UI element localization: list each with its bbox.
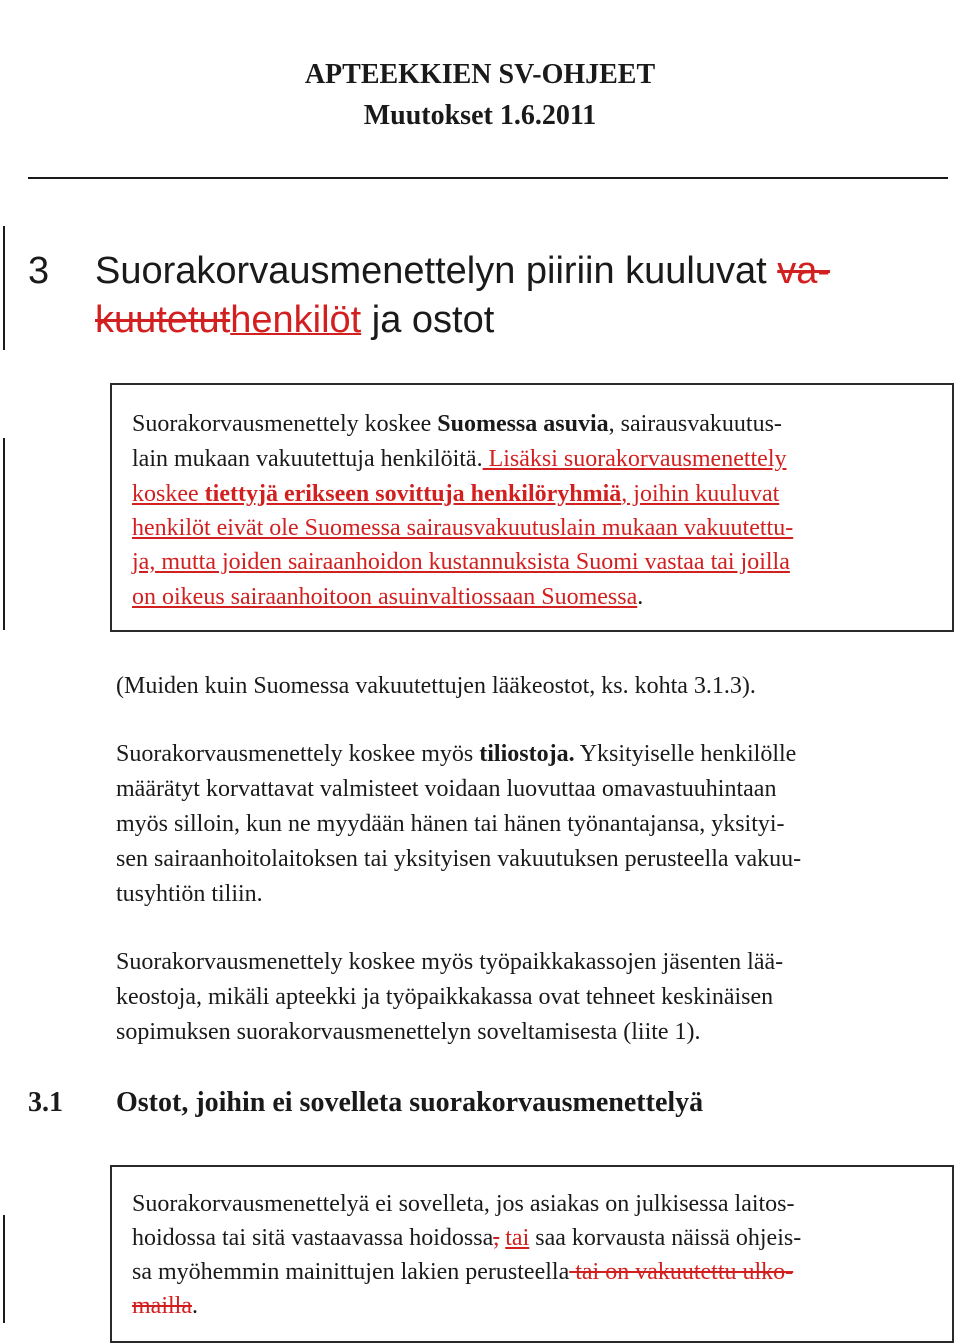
change-box-2 <box>110 1165 954 1343</box>
paragraph-line: koskee tiettyjä erikseen sovittuja henkilöryhmiä, joihin kuuluvat <box>132 481 780 507</box>
paragraph-line: sa myöhemmin mainittujen lakien perusteella tai on vakuutettu ulko- <box>132 1259 794 1285</box>
paragraph-line: Suorakorvausmenettely koskee myös työpaikkakassojen jäsenten lää- <box>116 949 784 975</box>
paragraph-line: Suorakorvausmenettely koskee Suomessa asuvia, sairausvakuutus- <box>132 411 782 437</box>
change-bar <box>3 438 5 630</box>
paragraph-line: määrätyt korvattavat valmisteet voidaan luovuttaa omavastuuhintaan <box>116 776 777 802</box>
heading-text: Suorakorvausmenettelyn piiriin kuuluvat <box>95 250 767 292</box>
document-subtitle: Muutokset 1.6.2011 <box>363 100 597 131</box>
paragraph-line: tusyhtiön tiliin. <box>116 881 263 907</box>
paragraph-line: sen sairaanhoitolaitoksen tai yksityisen vakuutuksen perusteella vakuu- <box>116 846 802 872</box>
subsection-number: 3.1 <box>28 1087 63 1118</box>
section-number: 3 <box>28 250 50 292</box>
section-heading-line1 <box>95 247 830 295</box>
inserted-text: henkilöt <box>230 299 362 341</box>
paragraph-line: lain mukaan vakuutettuja henkilöitä. Lisäksi suorakorvausmenettely <box>132 446 787 472</box>
deleted-text: va- <box>777 250 831 292</box>
paragraph-line: henkilöt eivät ole Suomessa sairausvakuutuslain mukaan vakuutettu- <box>132 515 794 541</box>
paragraph-line: sopimuksen suorakorvausmenettelyn soveltamisesta (liite 1). <box>116 1019 701 1045</box>
heading-text: ja ostot <box>371 299 495 341</box>
paragraph-note: (Muiden kuin Suomessa vakuutettujen lääkeostot, ks. kohta 3.1.3). <box>116 673 756 699</box>
paragraph-line: hoidossa tai sitä vastaavassa hoidossa, tai saa korvausta näissä ohjeis- <box>132 1225 802 1251</box>
change-bar <box>3 226 5 350</box>
paragraph-line: Suorakorvausmenettely koskee myös tiliostoja. Yksityiselle henkilölle <box>116 741 797 767</box>
paragraph-line: Suorakorvausmenettelyä ei sovelleta, jos asiakas on julkisessa laitos- <box>132 1191 795 1217</box>
deleted-text: kuutetut <box>95 299 231 341</box>
paragraph-line: ja, mutta joiden sairaanhoidon kustannuksista Suomi vastaa tai joilla <box>132 549 790 575</box>
section-heading-line2 <box>95 296 494 344</box>
subsection-heading: Ostot, joihin ei sovelleta suorakorvausmenettelyä <box>116 1087 704 1118</box>
change-bar <box>3 1215 5 1323</box>
paragraph-line: myös silloin, kun ne myydään hänen tai hänen työnantajansa, yksityi- <box>116 811 785 837</box>
paragraph-line: on oikeus sairaanhoitoon asuinvaltiossaan Suomessa. <box>132 584 644 610</box>
document-title: APTEEKKIEN SV-OHJEET <box>304 59 656 90</box>
paragraph-line: keostoja, mikäli apteekki ja työpaikkakassa ovat tehneet keskinäisen <box>116 984 774 1010</box>
header-divider <box>28 177 948 179</box>
change-box-1 <box>110 383 954 632</box>
paragraph-line: mailla. <box>132 1293 198 1319</box>
